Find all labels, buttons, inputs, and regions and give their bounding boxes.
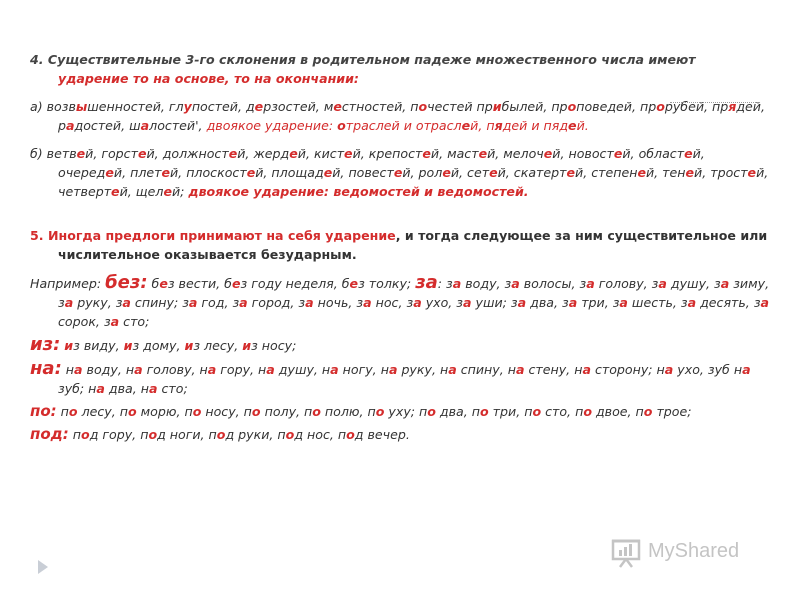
stressed-letter: у [183, 99, 192, 114]
play-arrow-icon[interactable] [38, 560, 48, 574]
stressed-letter: и [242, 338, 252, 353]
preposition-label: без: [105, 272, 148, 293]
stressed-letter: е [506, 184, 515, 199]
stressed-letter: о [251, 404, 261, 419]
text-run: п [56, 404, 69, 419]
text-run: достей, ш [74, 118, 141, 133]
section5-number: 5. [30, 228, 44, 243]
stressed-letter: а [134, 362, 143, 377]
section4-intro-b: ударение то на основе, то на окончании: [58, 71, 359, 86]
stressed-letter: я [494, 118, 503, 133]
stressed-letter: е [566, 165, 576, 180]
stressed-letter: а [363, 295, 372, 310]
text-run: Например: [30, 276, 106, 291]
preposition-label: под: [30, 425, 69, 443]
stressed-letter: е [246, 165, 256, 180]
stressed-letter: е [478, 146, 488, 161]
stressed-letter: е [568, 118, 577, 133]
stressed-letter: а [266, 362, 275, 377]
stressed-letter: е [228, 146, 238, 161]
text-run: й, щел [119, 184, 164, 199]
stressed-letter: а [452, 276, 462, 291]
text-run: з толку; [358, 276, 416, 291]
stressed-letter: о [427, 404, 436, 419]
highlighted-text: двоякое ударение: [206, 118, 338, 133]
stressed-letter: е [747, 165, 757, 180]
text-run: д руки, п [225, 427, 286, 442]
text-run: з виду, [73, 338, 124, 353]
stressed-letter: е [254, 99, 264, 114]
stressed-letter: а [742, 362, 751, 377]
text-run: руку, з [73, 295, 123, 310]
text-run: ногу, н [338, 362, 389, 377]
myshared-logo [610, 538, 770, 568]
stressed-letter: а [96, 381, 105, 396]
section4-a-list [30, 97, 770, 135]
text-run: стностей, п [341, 99, 419, 114]
stressed-letter: е [76, 146, 86, 161]
text-run: десять, з [696, 295, 761, 310]
stressed-letter: е [685, 165, 695, 180]
text-run: ухо, зуб н [673, 362, 743, 377]
stressed-letter: а [149, 381, 158, 396]
text-run: й, жерд [237, 146, 290, 161]
text-run: й, должност [146, 146, 229, 161]
section4-heading [30, 50, 770, 88]
text-run: лесу, п [77, 404, 128, 419]
stressed-letter: а [658, 276, 667, 291]
text-run: два, з [526, 295, 569, 310]
stressed-letter: и [123, 338, 133, 353]
stressed-letter: о [148, 427, 158, 442]
text-run: й, плоскост [170, 165, 247, 180]
stressed-letter: е [393, 165, 403, 180]
stressed-letter: е [684, 146, 693, 161]
stressed-letter: о [346, 427, 355, 442]
stressed-letter: а [110, 314, 120, 329]
text-run: честей пр [427, 99, 493, 114]
text-run: уху; п [384, 404, 428, 419]
text-run: два, н [104, 381, 149, 396]
text-run: три, з [577, 295, 620, 310]
text-run: й, рол [402, 165, 443, 180]
presentation-board-icon [610, 538, 644, 568]
text-run: д гору, п [89, 427, 149, 442]
section4-b-list [30, 144, 770, 201]
highlighted-text: траслей и отрасл [345, 118, 462, 133]
text-run: й, площад [255, 165, 324, 180]
text-run: й, тен [645, 165, 686, 180]
stressed-letter: о [375, 404, 385, 419]
stressed-letter: а [586, 276, 595, 291]
stressed-letter: а [463, 295, 472, 310]
text-run: з году неделя, б [240, 276, 350, 291]
text-run: гору, н [216, 362, 267, 377]
stressed-letter: а [207, 362, 217, 377]
text-run: рубей, пр [664, 99, 729, 114]
examples-iz [30, 335, 770, 355]
stressed-letter: е [105, 165, 114, 180]
text-run: год, з [197, 295, 240, 310]
preposition-label: из: [30, 334, 61, 355]
stressed-letter: а [188, 295, 198, 310]
text-run: руку, н [397, 362, 449, 377]
stressed-letter: а [582, 362, 591, 377]
text-run: ухо, з [421, 295, 464, 310]
text-run: воду, н [82, 362, 135, 377]
stressed-letter: двоякое ударение: в [188, 184, 342, 199]
text-run: й, горст [85, 146, 138, 161]
stressed-letter: а [515, 362, 525, 377]
stressed-letter: о [567, 99, 577, 114]
stressed-letter: а [330, 362, 339, 377]
text-run: дей, р [58, 99, 765, 133]
stressed-letter: е [137, 146, 147, 161]
stressed-letter: о [68, 404, 78, 419]
stressed-letter: а [388, 362, 398, 377]
stressed-letter: е [349, 276, 359, 291]
text-run: й, плет [113, 165, 162, 180]
text-run: й, повест [332, 165, 394, 180]
text-run: трое; [652, 404, 692, 419]
text-run: лостей', [149, 118, 207, 133]
stressed-letter: й. [514, 184, 529, 199]
text-run: д ноги, п [157, 427, 217, 442]
text-run: й, новост [552, 146, 614, 161]
text-run: спину, н [456, 362, 516, 377]
text-run: душу, з [666, 276, 721, 291]
section4-intro-a: 4. Существительные 3-го склонения в родительном падеже множественного числа имеют [30, 52, 696, 67]
stressed-letter: е [231, 276, 241, 291]
text-run: двое, п [591, 404, 644, 419]
stressed-letter: о [285, 427, 295, 442]
stressed-letter: а [760, 295, 770, 310]
text-run: д нос, п [294, 427, 347, 442]
section5-lead: Иногда предлоги принимают на себя ударение [47, 228, 396, 243]
stressed-letter: е [461, 118, 471, 133]
text-run: : з [437, 276, 453, 291]
stressed-letter: о [532, 404, 542, 419]
text-run: три, п [488, 404, 533, 419]
stressed-letter: и [184, 338, 194, 353]
text-run: б [147, 276, 160, 291]
section5-rest: , и тогда следующее за ним существительное или числительное оказывается безударным. [58, 228, 768, 262]
text-run: сто; [157, 381, 188, 396]
stressed-letter: о [337, 118, 346, 133]
text-run: уши; з [471, 295, 518, 310]
stressed-letter: ы [75, 99, 88, 114]
text-run: з лесу, [193, 338, 243, 353]
stressed-letter: а [413, 295, 422, 310]
stressed-letter: е [422, 146, 431, 161]
stressed-letter: а [568, 295, 578, 310]
text-run: д вечер. [354, 427, 410, 442]
text-run: воду, з [461, 276, 512, 291]
text-run: й, сет [450, 165, 490, 180]
text-run: й, маст [430, 146, 479, 161]
stressed-letter: а [720, 276, 730, 291]
stressed-letter: е [442, 165, 451, 180]
stressed-letter: и [64, 338, 74, 353]
text-run: й, трост [694, 165, 748, 180]
text-run: полу, п [260, 404, 313, 419]
text-run: б) ветв [30, 146, 77, 161]
stressed-letter: о [583, 404, 592, 419]
text-run: й, област [622, 146, 685, 161]
text-run: два, п [435, 404, 481, 419]
stressed-letter: е [489, 165, 498, 180]
highlighted-text: й. [576, 118, 589, 133]
stressed-letter: е [323, 165, 333, 180]
preposition-label: на: [30, 358, 62, 379]
text-run: рзостей, м [263, 99, 334, 114]
text-run: волосы, з [519, 276, 587, 291]
text-run: голову, н [142, 362, 208, 377]
text-run: з вести, б [167, 276, 232, 291]
text-run: сторону; н [590, 362, 665, 377]
text-run: й; [171, 184, 189, 199]
logo-text: MyShared [648, 540, 740, 562]
stressed-letter: о [216, 427, 226, 442]
stressed-letter: домостей и ведомост [349, 184, 507, 199]
stressed-letter: е [344, 146, 353, 161]
preposition-label: за [415, 272, 438, 293]
text-run: шенностей, гл [87, 99, 184, 114]
stressed-letter: и [492, 99, 502, 114]
stressed-letter: а [305, 295, 314, 310]
text-run: й, кист [297, 146, 345, 161]
text-run: зиму, з [58, 276, 770, 310]
text-run: былей, пр [501, 99, 568, 114]
stressed-letter: а [517, 295, 527, 310]
section5-heading [30, 226, 770, 264]
stressed-letter: е [163, 184, 172, 199]
text-run: н [61, 362, 75, 377]
text-run: з носу; [251, 338, 297, 353]
stressed-letter: е [543, 146, 553, 161]
stressed-letter: а [687, 295, 697, 310]
stressed-letter: о [128, 404, 137, 419]
text-run: душу, н [274, 362, 331, 377]
stressed-letter: о [192, 404, 202, 419]
text-run: нос, з [371, 295, 414, 310]
text-run: й, скатерт [497, 165, 567, 180]
stressed-letter: а [619, 295, 628, 310]
text-run: сорок, з [58, 314, 111, 329]
text-run: й, крепост [352, 146, 423, 161]
highlighted-text: дей и пяд [502, 118, 569, 133]
text-run: полю, п [320, 404, 376, 419]
text-run: й, очеред [58, 146, 705, 180]
stressed-letter: о [480, 404, 489, 419]
stressed-letter: а [140, 118, 150, 133]
stressed-letter: о [656, 99, 665, 114]
stressed-letter: о [643, 404, 653, 419]
text-run: голову, з [594, 276, 659, 291]
stressed-letter: а [511, 276, 520, 291]
text-run: й, степен [575, 165, 638, 180]
stressed-letter: е [289, 146, 298, 161]
text-run: стену, н [524, 362, 583, 377]
stressed-letter: а [448, 362, 457, 377]
stressed-letter: о [418, 99, 428, 114]
stressed-letter: а [64, 295, 74, 310]
examples-na [30, 359, 770, 398]
text-run: морю, п [136, 404, 193, 419]
stressed-letter: е [333, 99, 342, 114]
text-run: спину; з [130, 295, 189, 310]
stressed-letter: е [111, 184, 120, 199]
stressed-letter: а [74, 362, 83, 377]
examples-pod [30, 425, 770, 444]
stressed-letter: я [728, 99, 737, 114]
text-run: сто; [119, 314, 150, 329]
preposition-label: по: [30, 402, 57, 420]
text-run: ночь, з [313, 295, 364, 310]
text-run: з дому, [132, 338, 185, 353]
stressed-letter: а [664, 362, 674, 377]
text-run: п [68, 427, 82, 442]
decorative-line [670, 102, 760, 103]
stressed-letter: а [122, 295, 131, 310]
stressed-letter: о [81, 427, 90, 442]
text-run: носу, п [201, 404, 252, 419]
slide-content [30, 50, 770, 444]
text-run: постей, д [191, 99, 255, 114]
highlighted-text: й, п [470, 118, 495, 133]
stressed-letter: а [239, 295, 248, 310]
text-run: поведей, пр [576, 99, 657, 114]
text-run: зуб; н [58, 381, 97, 396]
stressed-letter: е [341, 184, 350, 199]
stressed-letter: е [637, 165, 646, 180]
examples-po [30, 402, 770, 421]
text-run: й, четверт [58, 165, 769, 199]
text-run: сто, п [541, 404, 584, 419]
text-run: шесть, з [627, 295, 688, 310]
examples-bez-za [30, 273, 770, 331]
stressed-letter: е [161, 165, 170, 180]
text-run: а) возв [30, 99, 76, 114]
stressed-letter: а [66, 118, 75, 133]
stressed-letter: о [312, 404, 321, 419]
stressed-letter: е [613, 146, 623, 161]
text-run: й, мелоч [487, 146, 544, 161]
text-run: город, з [247, 295, 306, 310]
stressed-letter: е [159, 276, 168, 291]
